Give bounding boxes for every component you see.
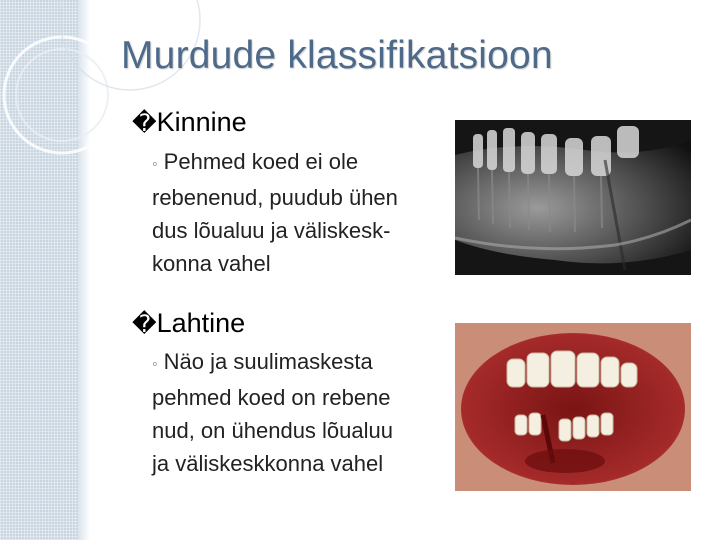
sub-bullet-line: dus lõualuu ja väliskesk-: [152, 218, 391, 243]
bullet-lahtine: [132, 307, 245, 340]
open-fracture-photo: [455, 323, 691, 491]
sub-bullet-kinnine: [152, 145, 398, 280]
sub-bullet-line: Näo ja suulimaskesta: [163, 349, 373, 374]
bullet-heading: Lahtine: [156, 308, 246, 338]
sub-bullet-line: pehmed koed on rebene: [152, 385, 391, 410]
bullet-heading: Kinnine: [156, 107, 247, 137]
sub-bullet-line: nud, on ühendus lõualuu: [152, 418, 393, 443]
sub-bullet-line: konna vahel: [152, 251, 271, 276]
xray-jaw-image: [455, 120, 691, 275]
bullet-glyph: �: [132, 310, 157, 338]
sub-bullet-marker: ◦: [152, 356, 158, 373]
sub-bullet-line: rebenenud, puudub ühen: [152, 185, 398, 210]
sub-bullet-line: ja väliskeskkonna vahel: [152, 451, 384, 476]
bullet-glyph: �: [132, 109, 157, 137]
bullet-kinnine: [132, 106, 247, 139]
sub-bullet-marker: ◦: [152, 156, 158, 173]
slide-title: Murdude klassifikatsioon: [121, 34, 553, 77]
sub-bullet-line: Pehmed koed ei ole: [163, 149, 359, 174]
sub-bullet-lahtine: [152, 345, 393, 480]
